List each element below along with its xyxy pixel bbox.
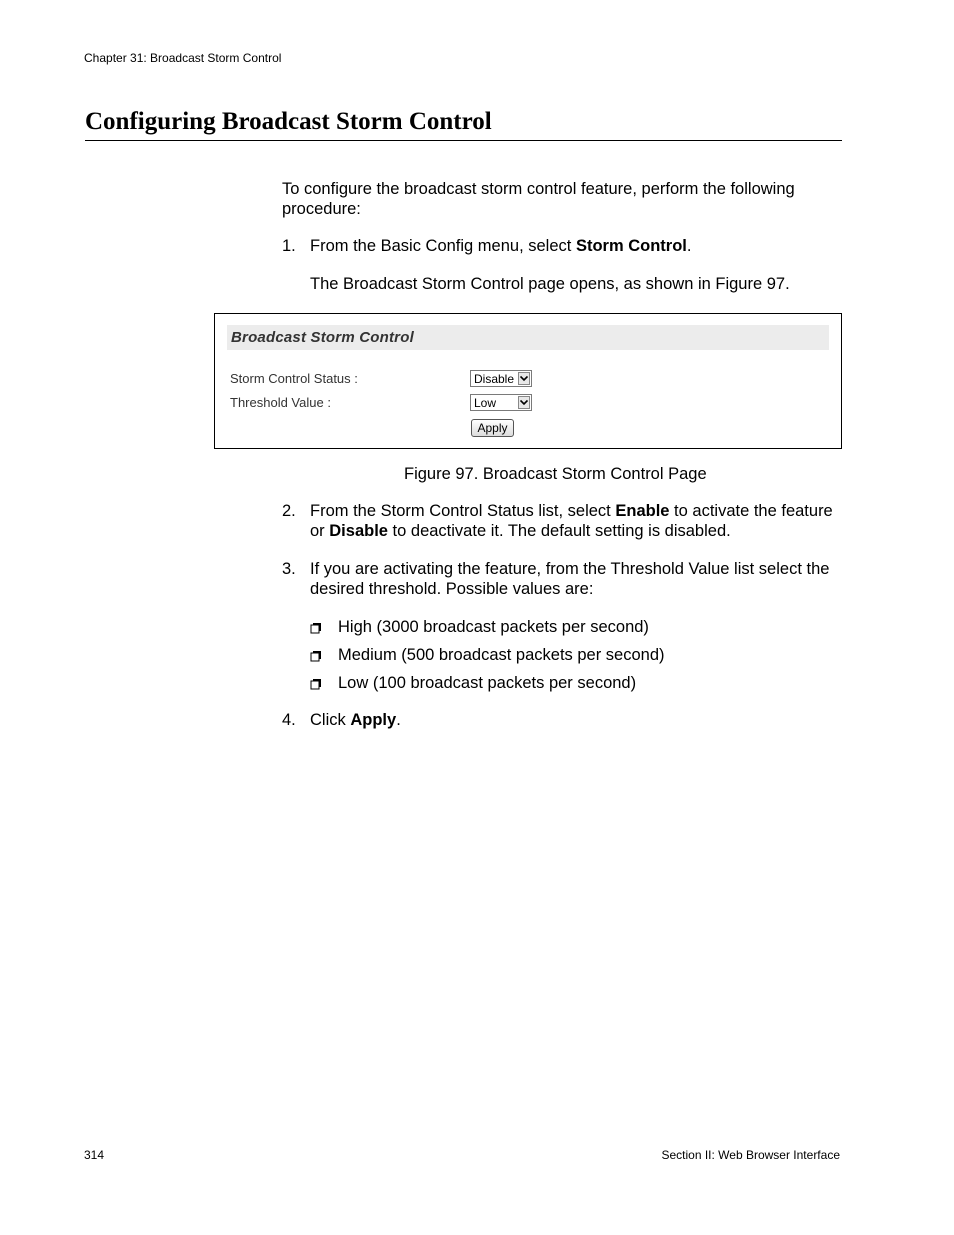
running-footer-section: Section II: Web Browser Interface — [661, 1148, 840, 1162]
page-number: 314 — [84, 1148, 105, 1162]
storm-control-status-select[interactable] — [470, 370, 532, 387]
chevron-down-icon — [518, 396, 530, 409]
step-1-note: The Broadcast Storm Control page opens, as shown in Figure 97. — [310, 275, 790, 293]
chevron-down-icon — [518, 372, 530, 385]
checkbox-bullet-icon — [310, 678, 322, 690]
storm-control-status-value: Disable — [474, 372, 515, 386]
step-4-text: Click Apply. — [310, 711, 401, 729]
step-3-text: If you are activating the feature, from the Threshold Value list select the desired threshold. Possible values are: — [310, 560, 830, 598]
checkbox-bullet-icon — [310, 622, 322, 634]
figure-page-title: Broadcast Storm Control — [231, 329, 414, 346]
intro-paragraph: To configure the broadcast storm control feature, perform the following procedure: — [282, 180, 795, 218]
running-header: Chapter 31: Broadcast Storm Control — [84, 51, 282, 65]
threshold-value-label: Threshold Value : — [230, 395, 331, 410]
threshold-value-select[interactable] — [470, 394, 532, 411]
figure-screenshot — [214, 313, 842, 449]
step-4-number: 4. — [282, 711, 296, 729]
step-1-number: 1. — [282, 237, 296, 255]
step-2-text: From the Storm Control Status list, select Enable to activate the feature or Disable to deactivate it. The default setting is disabled. — [310, 502, 833, 540]
threshold-value-value: Low — [474, 396, 497, 410]
threshold-option-low: Low (100 broadcast packets per second) — [338, 674, 637, 692]
step-3-number: 3. — [282, 560, 296, 578]
threshold-option-medium: Medium (500 broadcast packets per second) — [338, 646, 665, 664]
step-1-text: From the Basic Config menu, select Storm Control. — [310, 237, 692, 255]
figure-title-bar — [227, 325, 829, 350]
section-title: Configuring Broadcast Storm Control — [85, 107, 842, 141]
step-2-number: 2. — [282, 502, 296, 520]
checkbox-bullet-icon — [310, 650, 322, 662]
apply-button[interactable]: Apply — [471, 419, 514, 437]
figure-caption: Figure 97. Broadcast Storm Control Page — [404, 465, 707, 483]
storm-control-status-label: Storm Control Status : — [230, 371, 358, 386]
threshold-option-high: High (3000 broadcast packets per second) — [338, 618, 649, 636]
